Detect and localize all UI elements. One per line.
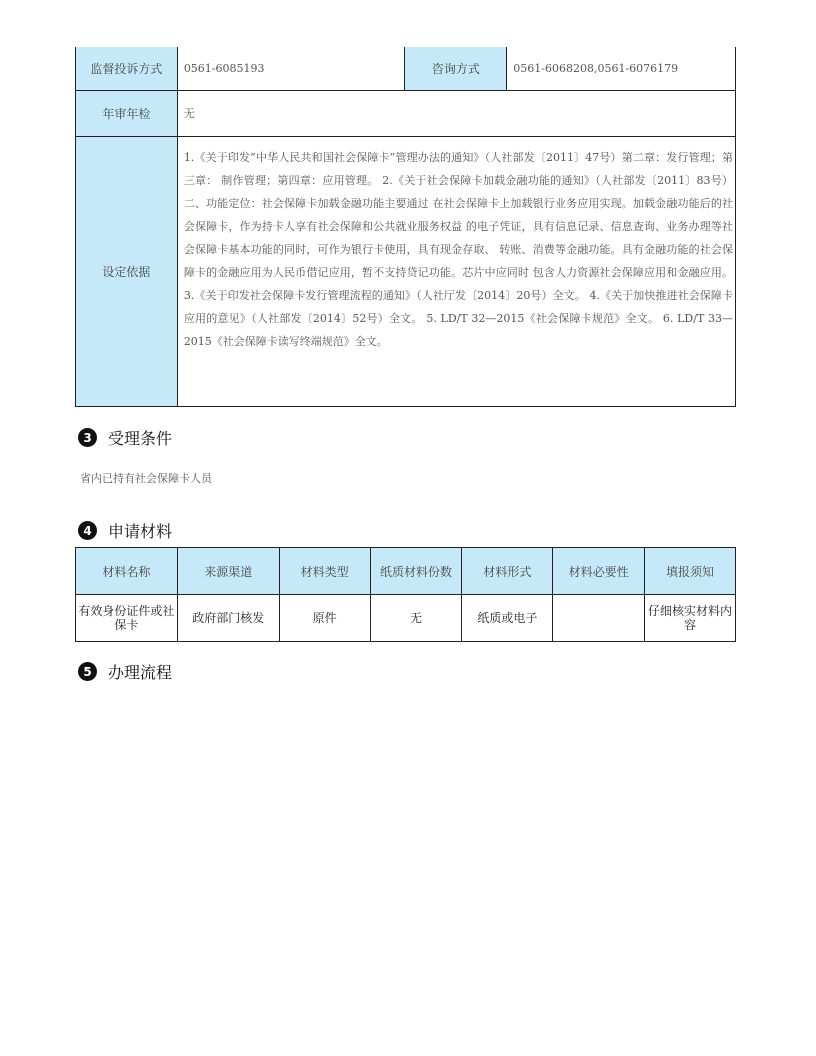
header-source: 来源渠道 <box>177 548 279 595</box>
type-cell: 原件 <box>279 595 370 642</box>
section-title: 受理条件 <box>108 429 173 448</box>
header-necessity: 材料必要性 <box>553 548 645 595</box>
source-cell: 政府部门核发 <box>177 595 279 642</box>
header-paper-count: 纸质材料份数 <box>370 548 462 595</box>
section-title: 申请材料 <box>108 522 173 541</box>
accept-condition-text: 省内已持有社会保障卡人员 <box>80 472 212 485</box>
header-form: 材料形式 <box>462 548 553 595</box>
consult-label: 咨询方式 <box>405 47 507 90</box>
number-circle-icon: 4 <box>78 521 97 540</box>
header-notes: 填报须知 <box>645 548 736 595</box>
necessity-cell <box>553 595 645 642</box>
form-cell: 纸质或电子 <box>462 595 553 642</box>
table-row <box>76 595 736 642</box>
section-title: 办理流程 <box>108 663 173 682</box>
material-name-cell: 有效身份证件或社保卡 <box>76 595 178 642</box>
header-material-name: 材料名称 <box>76 548 178 595</box>
info-table <box>75 47 736 407</box>
consult-value: 0561-6068208,0561-6076179 <box>507 47 736 90</box>
header-type: 材料类型 <box>279 548 370 595</box>
number-circle-icon: 3 <box>78 428 97 447</box>
section-process-heading <box>78 660 172 683</box>
section-accept-heading <box>78 426 172 449</box>
notes-cell: 仔细核实材料内容 <box>645 595 736 642</box>
annual-review-value: 无 <box>177 90 735 136</box>
section-materials-heading <box>78 519 172 542</box>
basis-label: 设定依据 <box>76 136 178 406</box>
paper-count-cell: 无 <box>370 595 462 642</box>
supervision-value: 0561-6085193 <box>177 47 405 90</box>
basis-text: 1.《关于印发“中华人民共和国社会保障卡”管理办法的通知》（人社部发〔2011〕47号）第二章：发行管理；第三章： 制作管理；第四章：应用管理。 2.《关于社会保障卡加载金融功能的通知》（人社部发〔2011〕83号）二、功能定位：社会保障卡加载金融功能主要通过 在社会保障卡上加载银行业务应用实现。加载金融功能后的社会保障卡，作为持卡人享有社会保障和公共就业服务权益 的电子凭证，具有信息记录、信息查询、业务办理等社会保障卡基本功能的同时，可作为银行卡使用，具有现金存取、 转账、消费等金融功能。具有金融功能的社会保障卡的金融应用为人民币借记应用，暂不支持贷记功能。芯片中应同时 包含人力资源社会保障应用和金融应用。 3.《关于印发社会保障卡发行管理流程的通知》（人社厅发〔2014〕20号）全文。 4.《关于加快推进社会保障卡应用的意见》（人社部发〔2014〕52号）全文。 5. LD/T 32—2015《社会保障卡规范》全文。 6. LD/T 33—2015《社会保障卡读写终端规范》全文。 <box>177 136 735 406</box>
number-circle-icon: 5 <box>78 662 97 681</box>
supervision-label: 监督投诉方式 <box>76 47 178 90</box>
materials-table <box>75 547 736 642</box>
annual-review-label: 年审年检 <box>76 90 178 136</box>
